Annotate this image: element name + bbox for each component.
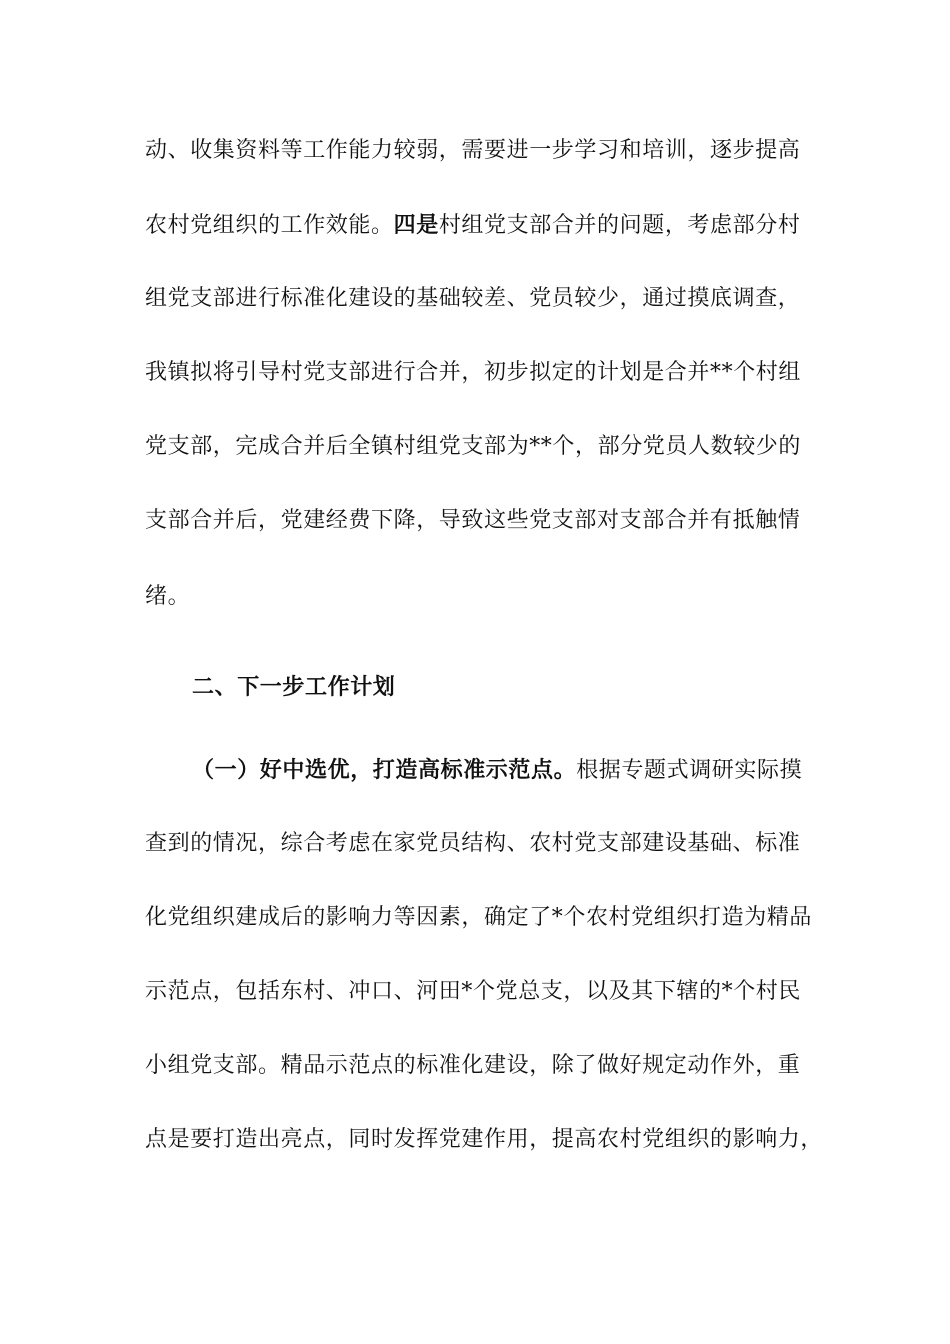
text-run: 组党支部进行标准化建设的基础较差、党员较少，通过摸底调查， — [145, 286, 801, 311]
paragraph-line — [145, 903, 825, 933]
text-run: 根据专题式调研实际摸 — [576, 758, 803, 783]
text-run: 党支部，完成合并后全镇村组党支部为**个，部分党员人数较少的 — [145, 434, 802, 459]
heading-text: 二、下一步工作计划 — [192, 674, 396, 700]
text-run: 动、收集资料等工作能力较弱，需要进一步学习和培训，逐步提高 — [145, 138, 801, 163]
text-run: 查到的情况，综合考虑在家党员结构、农村党支部建设基础、标准 — [145, 831, 801, 856]
paragraph-line — [145, 829, 825, 859]
paragraph-line — [145, 136, 825, 166]
paragraph-line — [192, 755, 872, 786]
text-run: 点是要打造出亮点，同时发挥党建作用，提高农村党组织的影响力， — [145, 1127, 824, 1152]
section-heading — [192, 672, 872, 702]
text-run: 我镇拟将引导村党支部进行合并，初步拟定的计划是合并**个村组 — [145, 360, 802, 385]
text-run: 示范点，包括东村、冲口、河田*个党总支，以及其下辖的*个村民 — [145, 979, 802, 1004]
paragraph-line — [145, 358, 825, 388]
paragraph-line — [145, 284, 825, 314]
paragraph-line — [145, 977, 825, 1007]
bold-lead-in: 四是 — [393, 212, 439, 238]
text-run: 支部合并后，党建经费下降，导致这些党支部对支部合并有抵触情 — [145, 508, 801, 533]
text-run: 村组党支部合并的问题，考虑部分村 — [438, 213, 801, 238]
paragraph-line — [145, 210, 825, 241]
paragraph-line — [145, 1051, 825, 1081]
text-run: 小组党支部。精品示范点的标准化建设，除了做好规定动作外，重 — [145, 1053, 801, 1078]
paragraph-line — [145, 506, 825, 536]
paragraph-line — [145, 432, 825, 462]
text-run: 化党组织建成后的影响力等因素，确定了*个农村党组织打造为精品 — [145, 905, 813, 930]
text-run: 绪。 — [145, 584, 191, 609]
paragraph-line — [145, 582, 825, 612]
paragraph-line — [145, 1125, 825, 1155]
bold-lead-in: （一）好中选优，打造高标准示范点。 — [192, 757, 577, 783]
text-run: 农村党组织的工作效能。 — [145, 213, 394, 238]
